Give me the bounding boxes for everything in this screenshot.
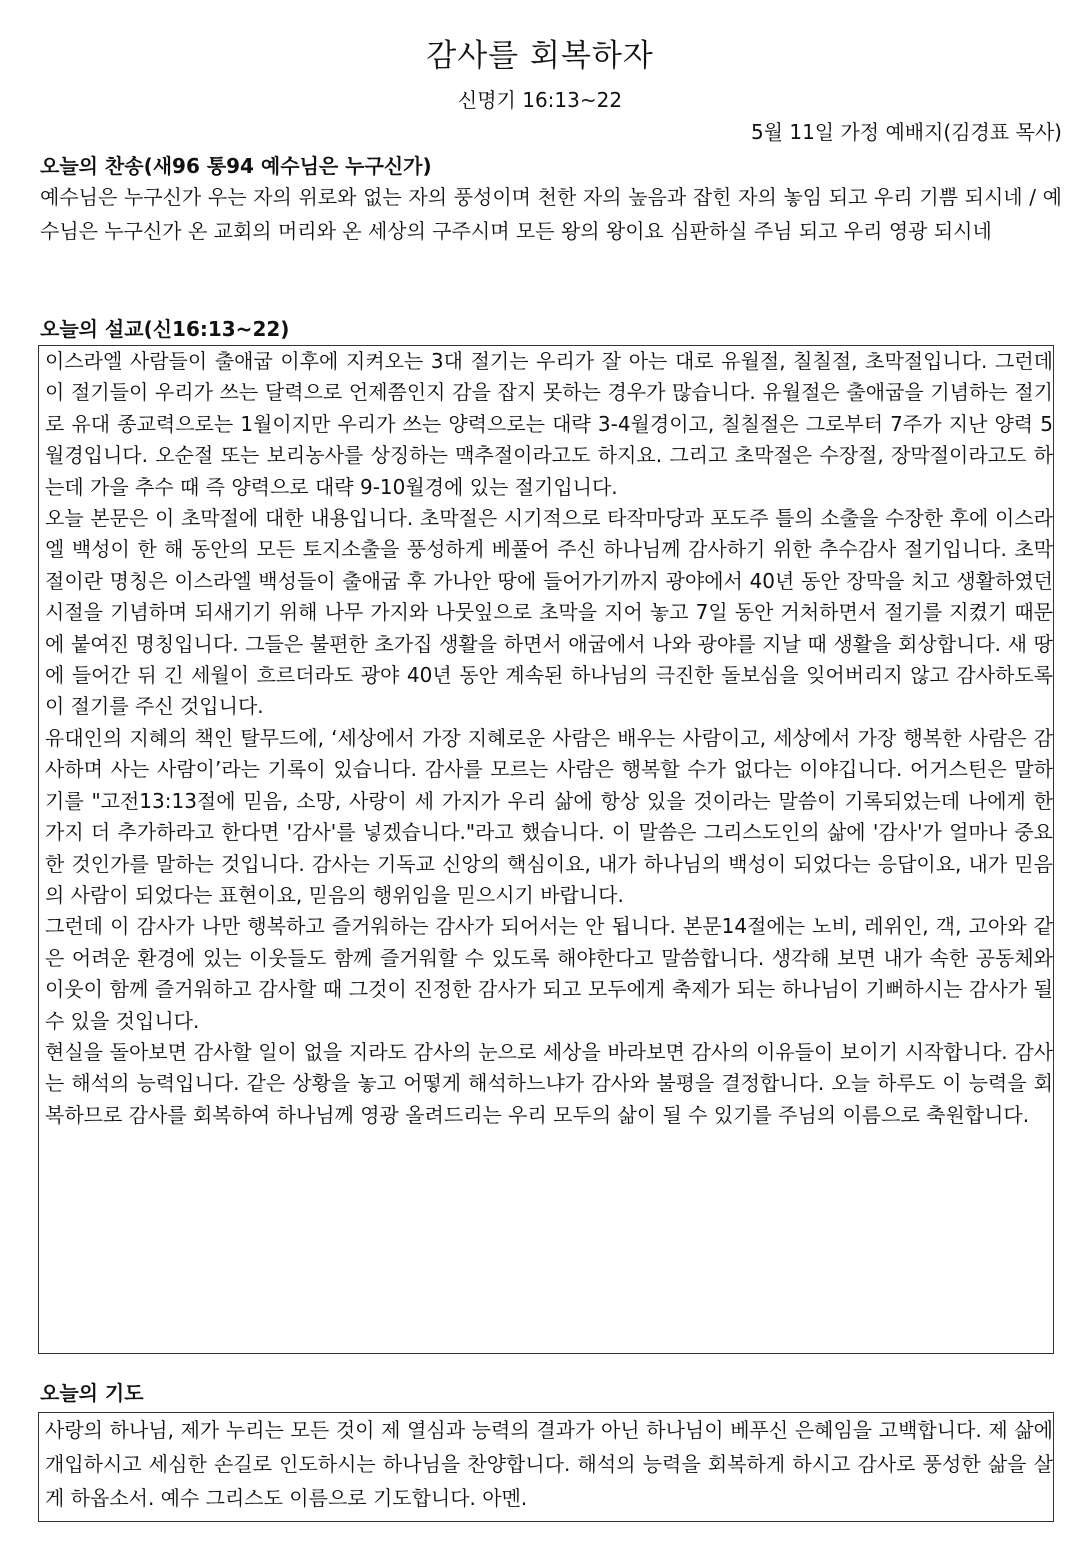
hymn-lyrics: 예수님은 누구신가 우는 자의 위로와 없는 자의 풍성이며 천한 자의 높음과 잡힌 자의 놓임 되고 우리 기쁨 되시네 / 예수님은 누구신가 온 교회의 머리와 온 세상의 구주시며 모든 왕의 왕이요 심판하실 주님 되고 우리 영광 되시네 [40, 185, 1062, 243]
sermon-paragraph: 그런데 이 감사가 나만 행복하고 즐거워하는 감사가 되어서는 안 됩니다. 본문14절에는 노비, 레위인, 객, 고아와 같은 어려운 환경에 있는 이웃들도 함께 즐거워할 수 있도록 해야한다고 말씀합니다. 생각해 보면 내가 속한 공동체와 이웃이 함께 즐거워하고 감사할 때 그것이 진정한 감사가 되고 모두에게 축제가 되는 하나님이 기뻐하시는 감사가 될 수 있을 것입니다. [45, 914, 1053, 1033]
sermon-paragraph: 오늘 본문은 이 초막절에 대한 내용입니다. 초막절은 시기적으로 타작마당과 포도주 틀의 소출을 수장한 후에 이스라엘 백성이 한 해 동안의 모든 토지소출을 풍성하게 베풀어 주신 하나님께 감사하기 위한 추수감사 절기입니다. 초막절이란 명칭은 이스라엘 백성들이 출애굽 후 가나안 땅에 들어가기까지 광야에서 40년 동안 장막을 치고 생활하였던 시절을 기념하며 되새기기 위해 나무 가지와 나뭇잎으로 초막을 지어 놓고 7일 동안 거처하면서 절기를 지켰기 때문에 붙여진 명칭입니다. 그들은 불편한 초가집 생활을 하면서 애굽에서 나와 광야를 지날 때 생활을 회상합니다. 새 땅에 들어간 뒤 긴 세월이 흐르더라도 광야 40년 동안 계속된 하나님의 극진한 돌보심을 잊어버리지 않고 감사하도록 이 절기를 주신 것입니다. [45, 506, 1053, 719]
sermon-heading: 오늘의 설교(신16:13~22) [40, 317, 290, 341]
prayer-box [38, 1412, 1054, 1522]
sermon-paragraph: 현실을 돌아보면 감사할 일이 없을 지라도 감사의 눈으로 세상을 바라보면 감사의 이유들이 보이기 시작합니다. 감사는 해석의 능력입니다. 같은 상황을 놓고 어떻게 해석하느냐가 감사와 불평을 결정합니다. 오늘 하루도 이 능력을 회복하므로 감사를 회복하여 하나님께 영광 올려드리는 우리 모두의 삶이 될 수 있기를 주님의 이름으로 축원합니다. [45, 1039, 1053, 1127]
sermon-paragraph: 이스라엘 사람들이 출애굽 이후에 지켜오는 3대 절기는 우리가 잘 아는 대로 유월절, 칠칠절, 초막절입니다. 그런데 이 절기들이 우리가 쓰는 달력으로 언제쯤인지 감을 잡지 못하는 경우가 많습니다. 유월절은 출애굽을 기념하는 절기로 유대 종교력으로는 1월이지만 우리가 쓰는 양력으로는 대략 3-4월경이고, 칠칠절은 그로부터 7주가 지난 양력 5월경입니다. 오순절 또는 보리농사를 상징하는 맥추절이라고도 하지요. 그리고 초막절은 수장절, 장막절이라고도 하는데 가을 추수 때 즉 양력으로 대략 9-10월경에 있는 절기입니다. [45, 349, 1053, 499]
prayer-text: 사랑의 하나님, 제가 누리는 모든 것이 제 열심과 능력의 결과가 아닌 하나님이 베푸신 은혜임을 고백합니다. 제 삶에 개입하시고 세심한 손길로 인도하시는 하나님을 찬양합니다. 해석의 능력을 회복하게 하시고 감사로 풍성한 삶을 살게 하옵소서. 예수 그리스도 이름으로 기도합니다. 아멘. [45, 1418, 1053, 1510]
hymn-heading: 오늘의 찬송(새96 통94 예수님은 누구신가) [40, 154, 432, 178]
sermon-paragraph: 유대인의 지혜의 책인 탈무드에, ‘세상에서 가장 지혜로운 사람은 배우는 사람이고, 세상에서 가장 행복한 사람은 감사하며 사는 사람이’라는 기록이 있습니다. 감사를 모르는 사람은 행복할 수가 없다는 이야깁니다. 어거스틴은 말하기를 "고전13:13절에 믿음, 소망, 사랑이 세 가지가 우리 삶에 항상 있을 것이라는 말씀이 기록되었는데 나에게 한 가지 더 추가하라고 한다면 '감사'를 넣겠습니다."라고 했습니다. 이 말씀은 그리스도인의 삶에 '감사'가 얼마나 중요한 것인가를 말하는 것입니다. 감사는 기독교 신앙의 핵심이요, 내가 하나님의 백성이 되었다는 응답이요, 내가 믿음의 사람이 되었다는 표현이요, 믿음의 행위임을 믿으시기 바랍니다. [45, 725, 1053, 907]
scripture-reference: 신명기 16:13~22 [457, 88, 623, 112]
sermon-box [38, 345, 1054, 1354]
prayer-heading: 오늘의 기도 [40, 1381, 144, 1405]
page-title: 감사를 회복하자 [426, 38, 654, 74]
date-and-author: 5월 11일 가정 예배지(김경표 목사) [750, 120, 1062, 144]
